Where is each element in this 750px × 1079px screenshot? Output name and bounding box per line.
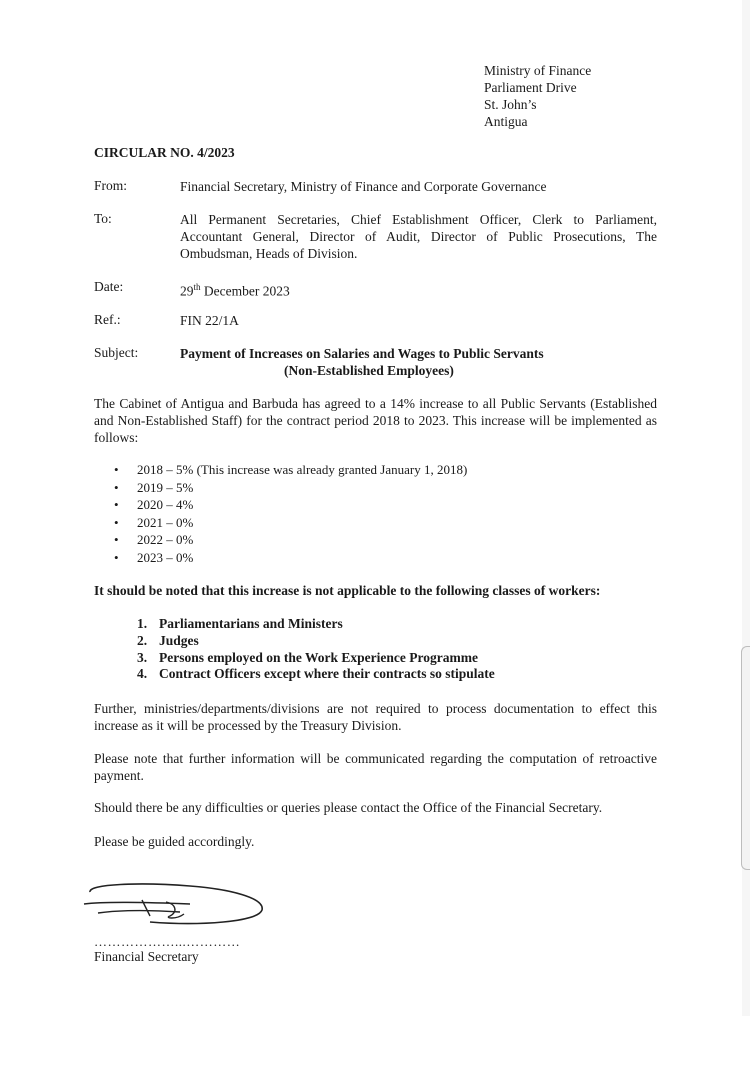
from-value: Financial Secretary, Ministry of Finance and Corporate Governance xyxy=(180,179,547,194)
item-text: Contract Officers except where their contracts so stipulate xyxy=(159,666,495,682)
address-line: St. John’s xyxy=(484,97,537,112)
list-item xyxy=(137,650,495,667)
date-label: Date: xyxy=(94,279,124,294)
item-text: Persons employed on the Work Experience Programme xyxy=(159,649,478,665)
exclusion-heading: It should be noted that this increase is not applicable to the following classes of workers: xyxy=(94,583,601,598)
to-value: All Permanent Secretaries, Chief Establishment Officer, Clerk to Parliament, Accountant General, Director of Audit, Director of Public Prosecutions, The Ombudsman, Heads of Division. xyxy=(180,212,657,261)
subject-line: (Non-Established Employees) xyxy=(284,363,454,378)
list-item: • 2023 – 0% xyxy=(114,549,467,567)
date-month-year: December 2023 xyxy=(200,283,290,299)
circular-number: CIRCULAR NO. 4/2023 xyxy=(94,145,235,160)
item-text: Parliamentarians and Ministers xyxy=(159,616,343,631)
list-item: • 2019 – 5% xyxy=(114,479,467,497)
sender-address xyxy=(484,62,591,130)
ref-label: Ref.: xyxy=(94,312,121,327)
list-item xyxy=(137,616,495,633)
queries-paragraph: Should there be any difficulties or queries please contact the Office of the Financial Secretary. xyxy=(94,800,603,815)
list-item: • 2020 – 4% xyxy=(114,496,467,514)
item-number: 4. xyxy=(137,666,148,682)
item-number: 3. xyxy=(137,649,148,665)
list-item xyxy=(137,633,495,650)
ref-value: FIN 22/1A xyxy=(180,313,239,328)
handwritten-signature xyxy=(80,880,280,935)
from-label: From: xyxy=(94,178,128,193)
subject-label: Subject: xyxy=(94,345,139,360)
intro-paragraph: The Cabinet of Antigua and Barbuda has agreed to a 14% increase to all Public Servants (Established and Non-Established Staff) for the contract period 2018 to 2023. This increase will be implemented as follows: xyxy=(94,396,657,445)
list-item: • 2018 – 5% (This increase was already granted January 1, 2018) xyxy=(114,461,467,479)
item-text: Judges xyxy=(159,632,199,648)
date-value xyxy=(180,279,657,300)
list-item: • 2022 – 0% xyxy=(114,531,467,549)
item-number: 2. xyxy=(137,632,148,648)
retroactive-paragraph: Please note that further information will be communicated regarding the computation of retroactive payment. xyxy=(94,751,657,783)
closing-paragraph: Please be guided accordingly. xyxy=(94,834,255,849)
date-day: 29 xyxy=(180,283,194,299)
subject-line: Payment of Increases on Salaries and Wages to Public Servants xyxy=(180,346,544,361)
to-label: To: xyxy=(94,211,112,226)
viewer-background xyxy=(0,1016,750,1079)
item-number: 1. xyxy=(137,616,148,631)
list-item: • 2021 – 0% xyxy=(114,514,467,532)
list-item xyxy=(137,666,495,683)
address-line: Ministry of Finance xyxy=(484,63,592,78)
date-suffix: th xyxy=(193,282,201,292)
increase-list xyxy=(114,461,467,567)
subject-value xyxy=(180,345,570,379)
signature-line: ………………...………… xyxy=(94,934,241,949)
signatory-title: Financial Secretary xyxy=(94,949,199,964)
address-line: Parliament Drive xyxy=(484,80,577,95)
address-line: Antigua xyxy=(484,114,528,129)
excluded-list xyxy=(137,616,495,683)
scroll-handle[interactable] xyxy=(741,646,750,870)
further-paragraph: Further, ministries/departments/divisions are not required to process documentation to effect this increase as it will be processed by the Treasury Division. xyxy=(94,701,657,733)
